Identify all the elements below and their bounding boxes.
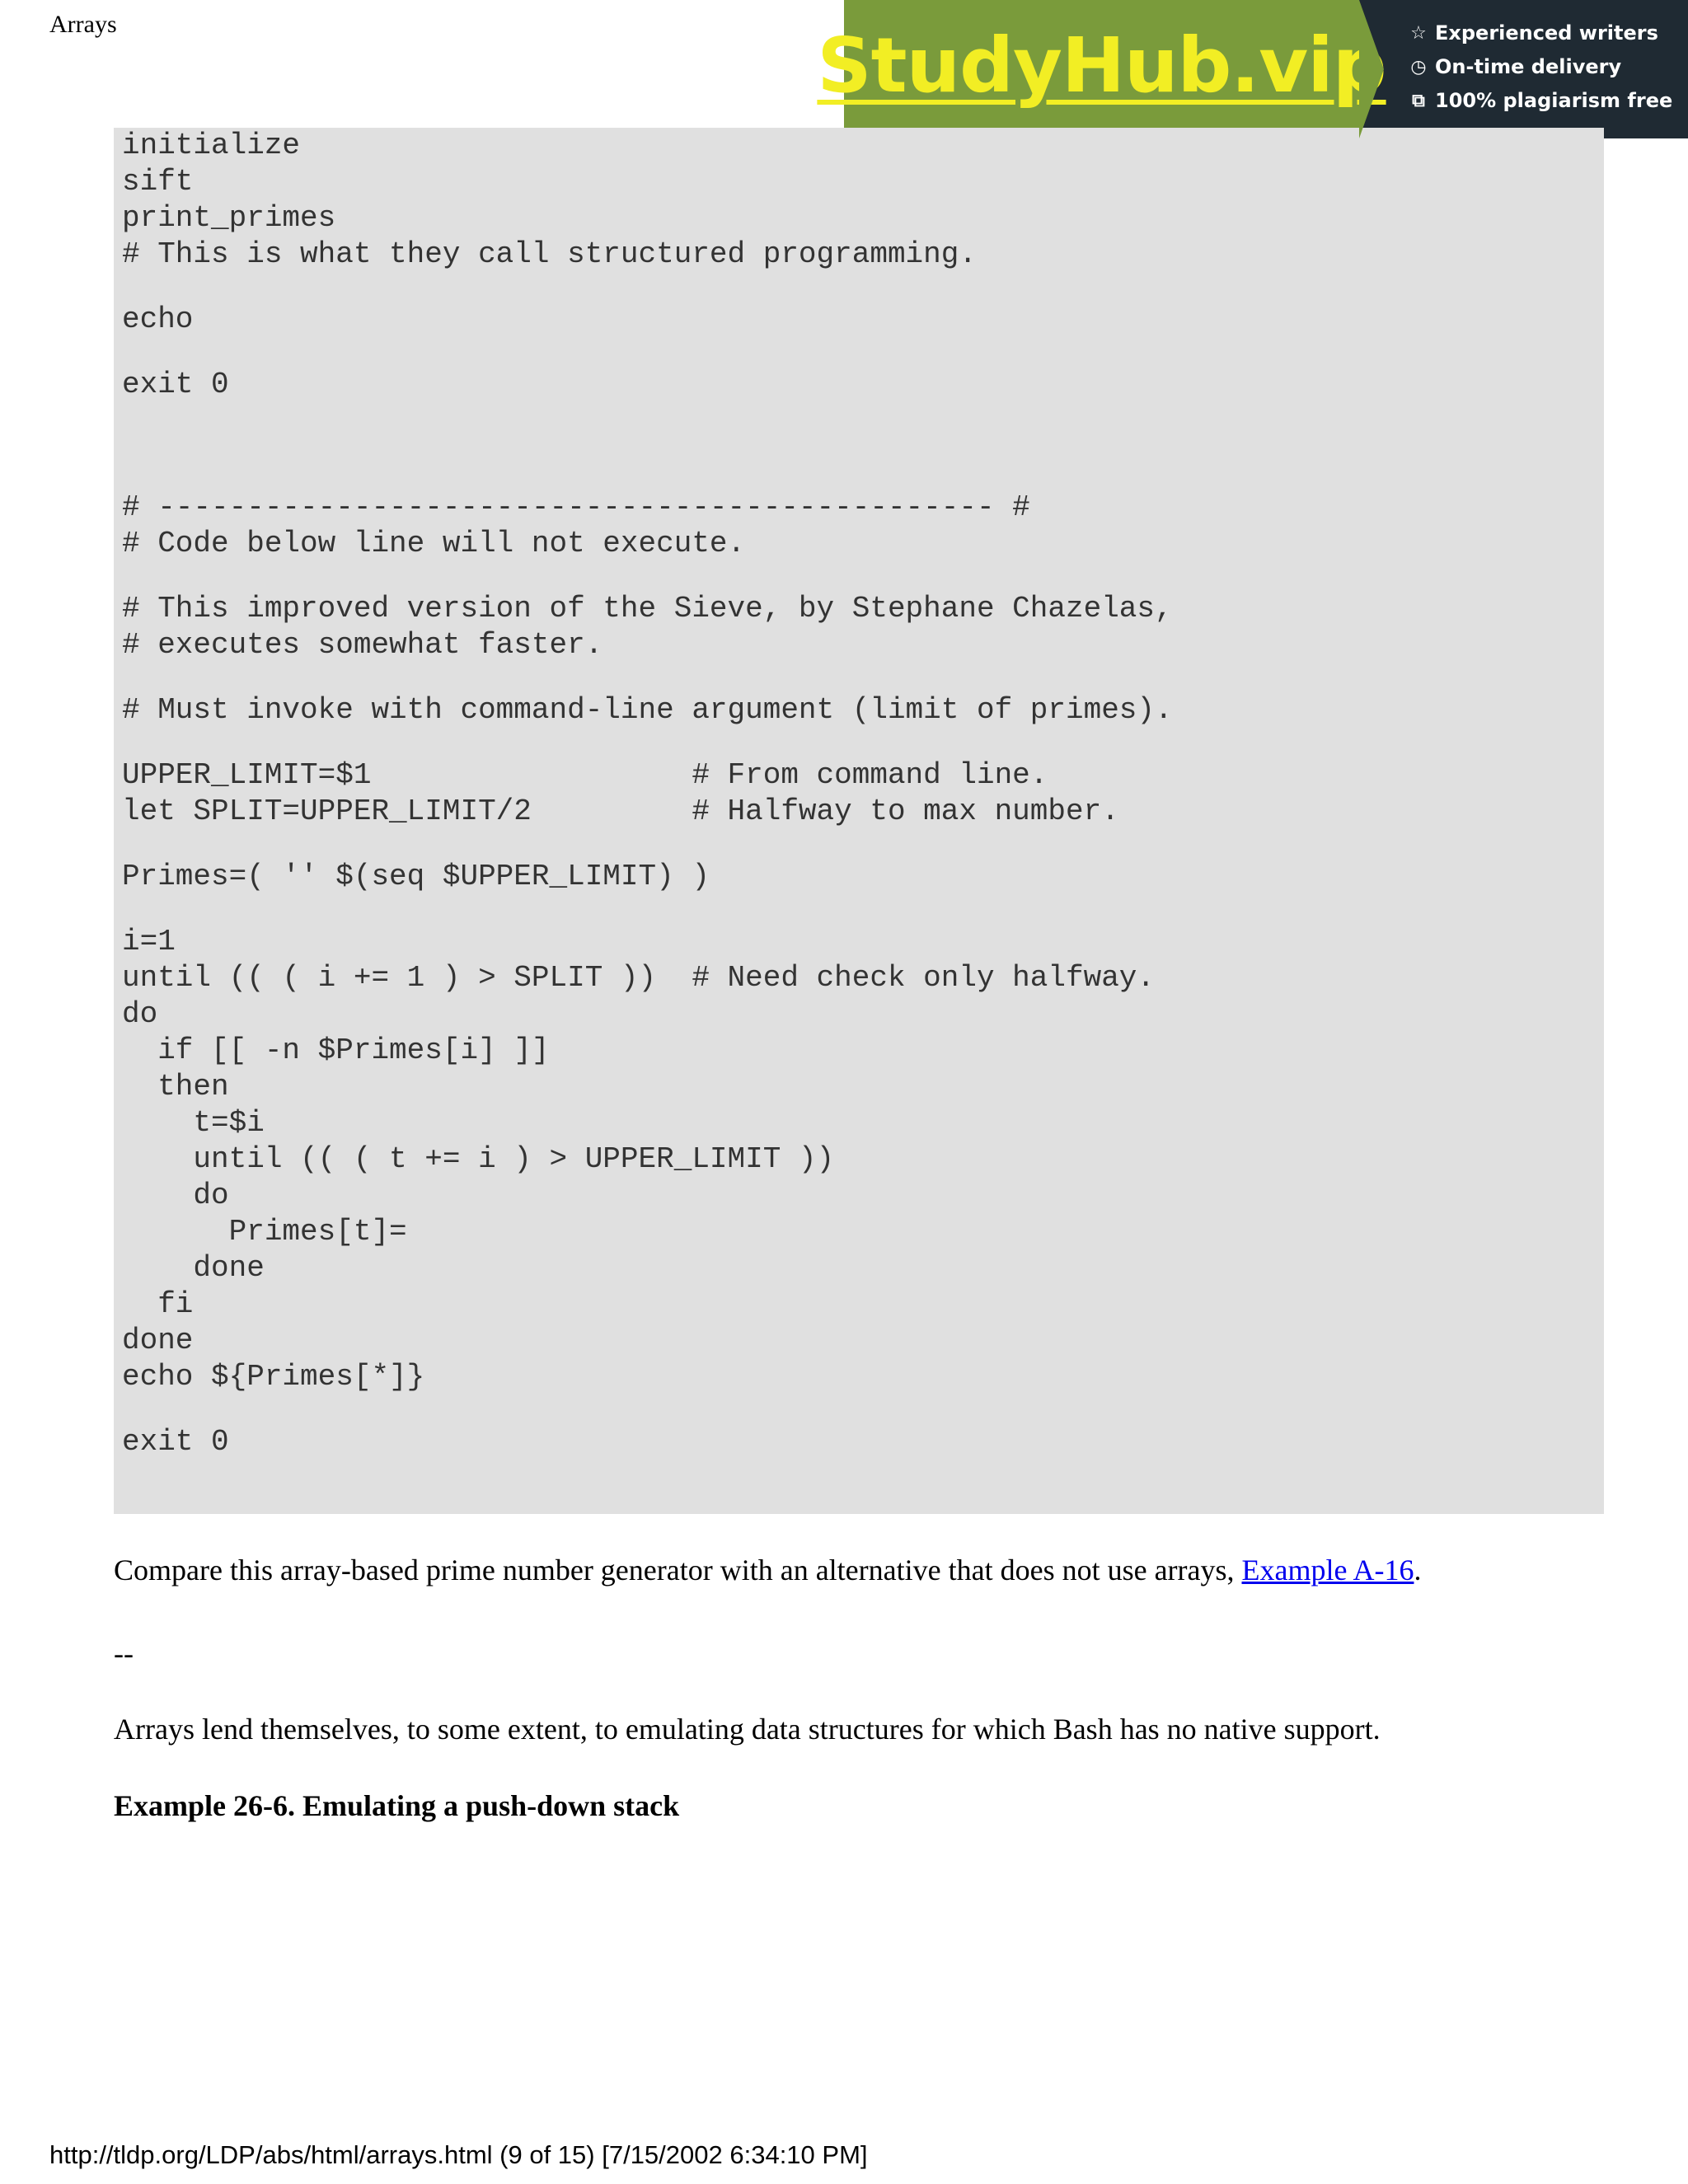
- code-line: [122, 338, 1596, 367]
- code-line: UPPER_LIMIT=$1 # From command line.: [122, 758, 1048, 792]
- feature-label: On-time delivery: [1435, 55, 1622, 78]
- code-line: fi: [122, 1287, 194, 1321]
- compare-text: Compare this array-based prime number generator with an alternative that does not use arrays,: [114, 1554, 1242, 1586]
- code-line: done: [122, 1251, 265, 1285]
- code-line: exit 0: [122, 368, 229, 401]
- code-line: [122, 1395, 1596, 1424]
- feature-label: Experienced writers: [1435, 21, 1658, 45]
- example-heading: Example 26-6. Emulating a push-down stack: [114, 1789, 680, 1822]
- code-line: exit 0: [122, 1425, 229, 1459]
- copy-icon: ⧉: [1412, 91, 1425, 111]
- example-a16-link[interactable]: Example A-16: [1241, 1554, 1414, 1586]
- compare-paragraph: [114, 1551, 1597, 1589]
- code-line: # Must invoke with command-line argument (limit of primes).: [122, 693, 1173, 727]
- code-line: echo ${Primes[*]}: [122, 1360, 425, 1394]
- code-line: [122, 273, 1596, 302]
- code-line: [122, 830, 1596, 859]
- code-line: [122, 461, 1596, 490]
- code-line: until (( ( t += i ) > UPPER_LIMIT )): [122, 1142, 835, 1176]
- code-line: if [[ -n $Primes[i] ]]: [122, 1033, 550, 1067]
- code-line: until (( ( i += 1 ) > SPLIT )) # Need check only halfway.: [122, 961, 1156, 995]
- code-line: initialize: [122, 129, 301, 162]
- feature-plagiarism-free: [1409, 87, 1688, 115]
- code-line: then: [122, 1070, 229, 1104]
- code-line: done: [122, 1324, 194, 1357]
- code-line: # executes somewhat faster.: [122, 628, 603, 662]
- code-line: do: [122, 1179, 229, 1212]
- page-footer-url: http://tldp.org/LDP/abs/html/arrays.html (9 of 15) [7/15/2002 6:34:10 PM]: [49, 2140, 868, 2169]
- banner-features: [1359, 0, 1688, 138]
- code-line: # This is what they call structured programming.: [122, 237, 977, 271]
- feature-label: 100% plagiarism free: [1435, 89, 1673, 112]
- code-line: [122, 432, 1596, 461]
- arrays-paragraph: Arrays lend themselves, to some extent, to emulating data structures for which Bash has no native support.: [114, 1713, 1381, 1746]
- clock-icon: ◷: [1410, 57, 1427, 77]
- code-block: [114, 128, 1604, 1514]
- studyhub-logo[interactable]: [817, 0, 1386, 138]
- code-line: do: [122, 997, 158, 1031]
- feature-on-time-delivery: [1409, 54, 1688, 81]
- code-line: sift: [122, 165, 194, 199]
- separator-text: --: [114, 1637, 134, 1670]
- code-line: [122, 895, 1596, 924]
- code-line: # This improved version of the Sieve, by Stephane Chazelas,: [122, 592, 1173, 626]
- studyhub-logo-text: StudyHub.vip: [817, 21, 1386, 110]
- code-line: # Code below line will not execute.: [122, 527, 746, 560]
- compare-end: .: [1414, 1554, 1422, 1586]
- code-line: print_primes: [122, 201, 336, 235]
- code-line: [122, 403, 1596, 432]
- code-line: echo: [122, 302, 194, 336]
- code-line: Primes[t]=: [122, 1215, 407, 1249]
- feature-experienced-writers: [1409, 20, 1688, 47]
- code-line: [122, 663, 1596, 692]
- code-line: t=$i: [122, 1106, 265, 1140]
- star-icon: ☆: [1410, 23, 1427, 44]
- code-line: i=1: [122, 925, 176, 958]
- code-line: [122, 729, 1596, 757]
- code-line: let SPLIT=UPPER_LIMIT/2 # Halfway to max number.: [122, 794, 1119, 828]
- studyhub-banner[interactable]: [817, 0, 1688, 138]
- code-line: Primes=( '' $(seq $UPPER_LIMIT) ): [122, 860, 710, 893]
- code-line: [122, 562, 1596, 591]
- code-line: # ----------------------------------------------- #: [122, 490, 1030, 524]
- page-header-title: Arrays: [49, 11, 117, 38]
